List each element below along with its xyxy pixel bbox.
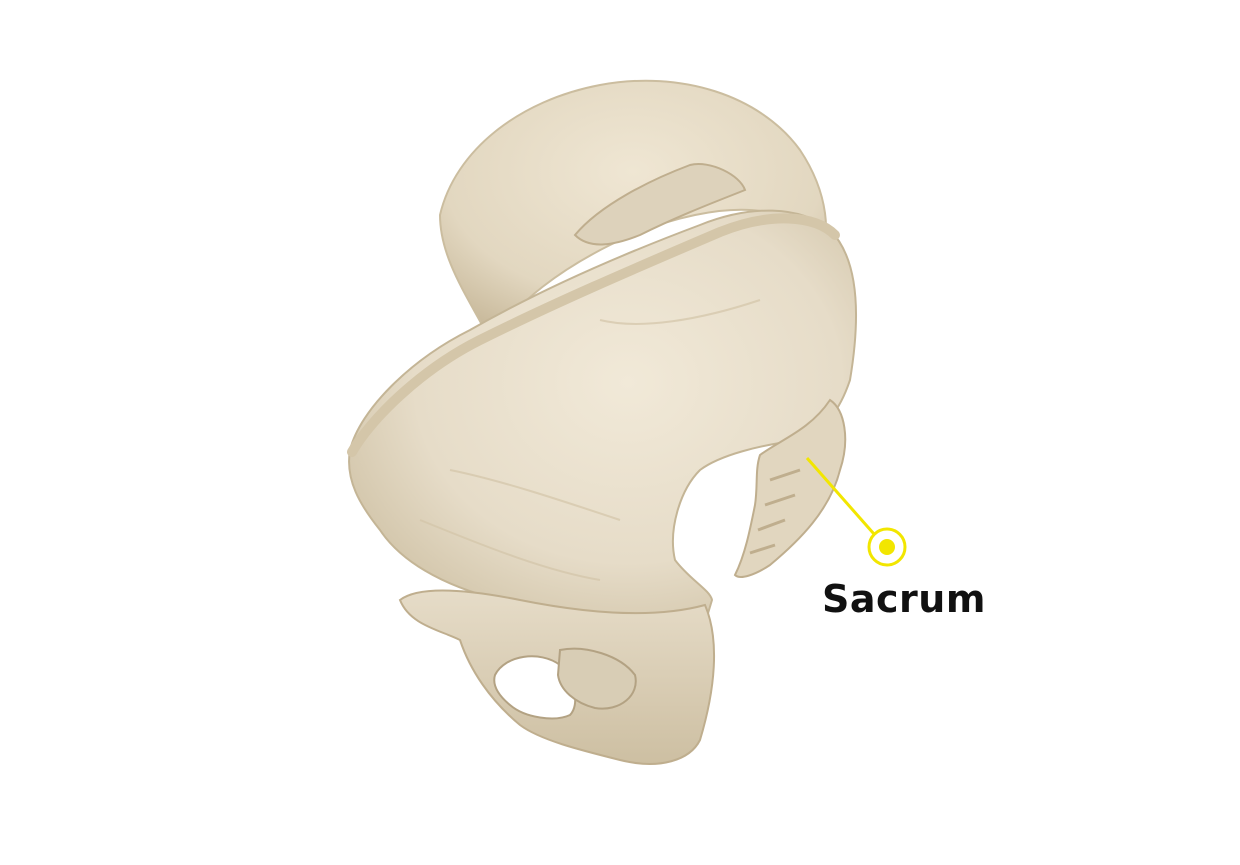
front-iliac-wing xyxy=(349,211,856,640)
sacrum-label: Sacrum xyxy=(822,577,986,621)
callout-marker-dot xyxy=(879,539,895,555)
